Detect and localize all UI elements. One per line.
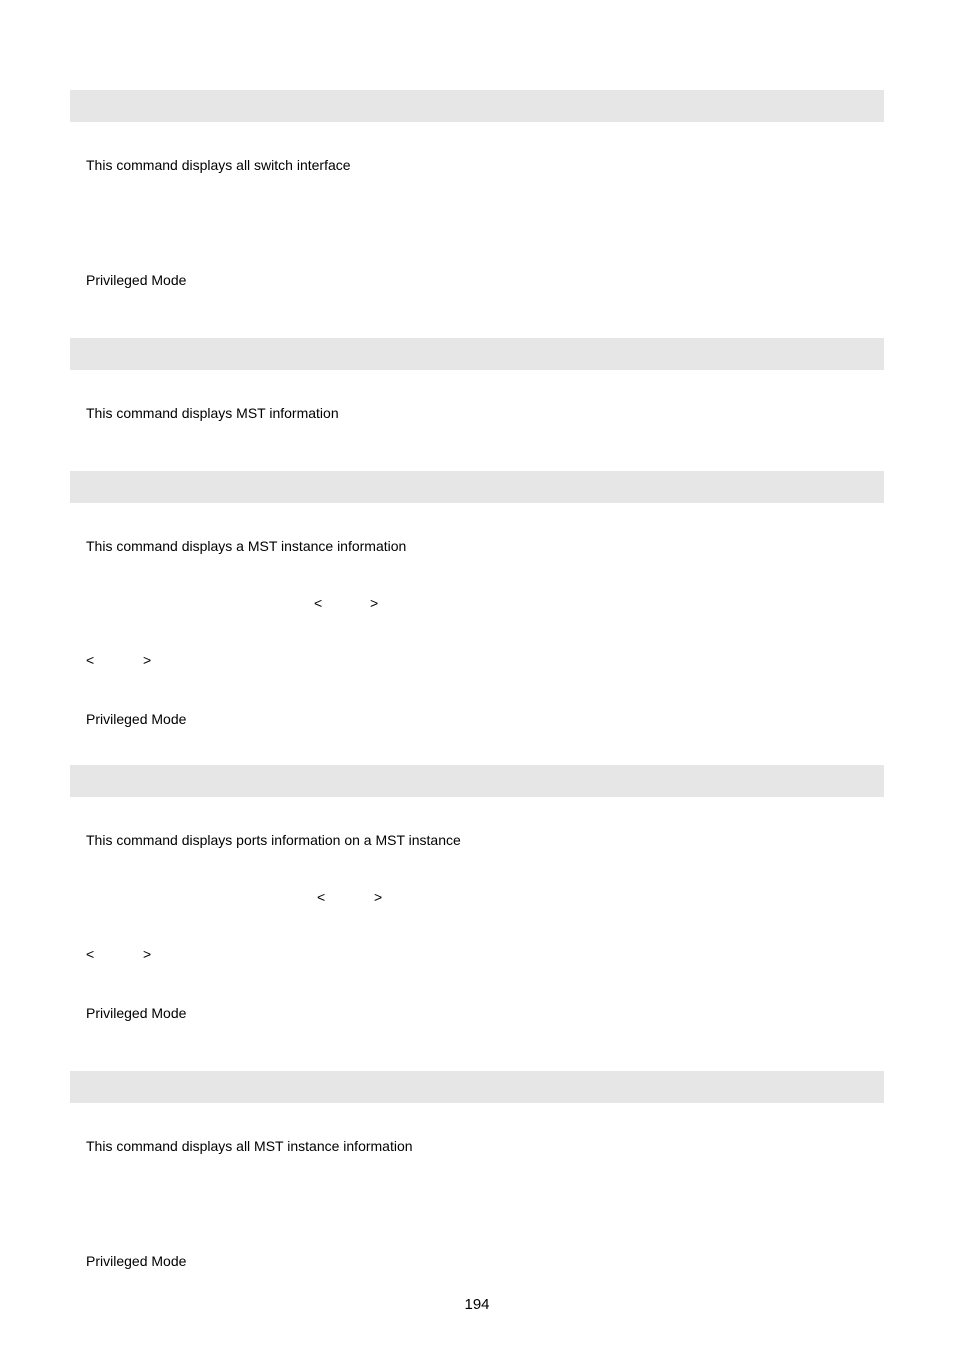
command-mode: Privileged Mode (86, 711, 187, 727)
section-header-bar (70, 471, 884, 503)
section-header-bar (70, 90, 884, 122)
command-mode: Privileged Mode (86, 1005, 187, 1021)
syntax-angle-close: > (370, 595, 379, 611)
syntax-angle-open: < (317, 889, 326, 905)
section-description: This command displays a MST instance information (86, 538, 407, 554)
section-description: This command displays ports information on a MST instance (86, 832, 461, 848)
command-mode: Privileged Mode (86, 272, 187, 288)
section-header-bar (70, 1071, 884, 1103)
parameter-angle-close: > (143, 946, 152, 962)
page-number: 194 (464, 1296, 490, 1313)
section-header-bar (70, 765, 884, 797)
section-header-bar (70, 338, 884, 370)
section-description: This command displays all switch interface (86, 157, 351, 173)
parameter-angle-close: > (143, 652, 152, 668)
syntax-angle-open: < (314, 595, 323, 611)
parameter-angle-open: < (86, 652, 95, 668)
parameter-angle-open: < (86, 946, 95, 962)
section-description: This command displays MST information (86, 405, 339, 421)
section-description: This command displays all MST instance information (86, 1138, 413, 1154)
syntax-angle-close: > (374, 889, 383, 905)
command-mode: Privileged Mode (86, 1253, 187, 1269)
